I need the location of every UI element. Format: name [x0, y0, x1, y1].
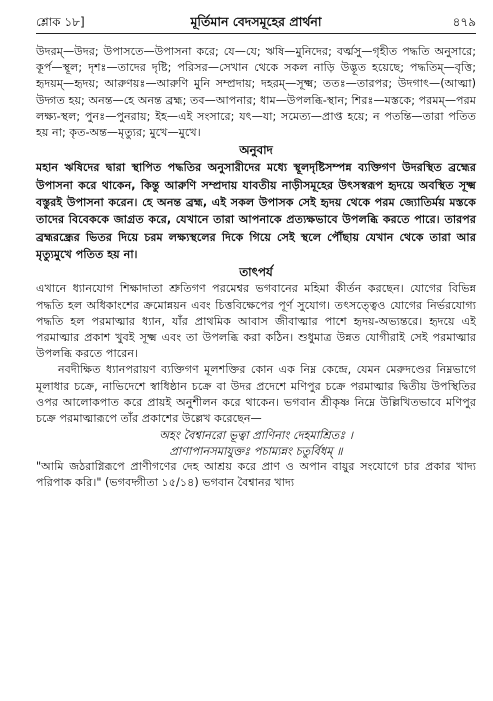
verse-reference: শ্লোক ১৮]: [36, 15, 85, 29]
purport-paragraph-1: এখানে ধ্যানযোগ শিক্ষাদাতা শ্রুতিগণ পরমেশ্বর ভগবানের মহিমা কীর্তন করছেন। যোগের বিভিন্ন পদ্ধতি হল অধিকাংশের ক্রমোন্নয়ন এবং চিত্তবিক্ষেপের পূর্ণ সুযোগ। তৎসত্ত্বেও যোগের নির্ভরযোগ্য পদ্ধতি হল পরমাত্মার ধ্যান, যাঁর প্রাথমিক আবাস জীবাত্মার পাশে হৃদয়-অভ্যন্তরে। হৃদয়ে এই পরমাত্মার প্রকাশ খুবই সূক্ষ্ম এবং তা উপলব্ধি করা কঠিন। শুধুমাত্র উন্নত যোগীরাই সেই পরমাত্মার উপলব্ধি করতে পারেন।: [36, 282, 476, 361]
chapter-title: মূর্তিমান বেদসমূহের প্রার্থনা: [190, 14, 322, 29]
running-header: [36, 14, 476, 34]
verse-line-1: অহং বৈশ্বানরো ভূত্বা প্রাণিনাং দেহমাশ্রিতঃ ।: [159, 428, 353, 443]
verse-line-2: প্রাণাপানসমাযুক্তঃ পচাম্যন্নং চতুর্বিধম্ ॥: [169, 444, 343, 459]
purport-paragraph-2: নবদীক্ষিত ধ্যানপরায়ণ ব্যক্তিগণ মূলশক্তির কোন এক নিম্ন কেন্দ্রে, যেমন মেরুদণ্ডের নিম্নভাগে মূলাধার চক্রে, নাভিদেশে স্বাধিষ্ঠান চক্রে বা উদর প্রদেশে মণিপুর চক্রে পরমাত্মার দ্বিতীয় উপস্থিতির ওপর আলোকপাত করে প্রায়ই অনুশীলন করে থাকেন। ভগবান শ্রীকৃষ্ণ নিম্নে উল্লিখিতভাবে মণিপুর চক্রে পরমাত্মারূপে তাঁর প্রকাশের উল্লেখ করেছেন—: [36, 363, 476, 426]
page-number: ৪৭৯: [452, 15, 476, 29]
translation-paragraph: মহান ঋষিদের দ্বারা স্থাপিত পদ্ধতির অনুসারীদের মধ্যে স্থূলদৃষ্টিসম্পন্ন ব্যক্তিগণ উদরস্থিত ব্রহ্মের উপাসনা করে থাকেন, কিন্তু আরুণি সম্প্রদায় যাবতীয় নাড়ীসমূহের উৎসস্বরূপ হৃদয়ে অবস্থিত সূক্ষ্ম বস্তুরই উপাসনা করেন। হে অনন্ত ব্রহ্ম, এই সকল উপাসক সেই হৃদয় থেকে পরম জ্যোতির্ময় মস্তকে তাদের বিবেককে জাগ্রত করে, যেখানে তারা আপনাকে প্রত্যক্ষভাবে উপলব্ধি করতে পারে। তারপর ব্রহ্মরন্ধ্রের ভিতর দিয়ে চরম লক্ষ্যস্থলের দিকে গিয়ে সেই স্থলে পৌঁছায় যেখান থেকে তারা আর মৃত্যুমুখে পতিত হয় না।: [36, 161, 476, 261]
page-body: [36, 44, 476, 492]
purport-heading: তাৎপর্য: [239, 265, 273, 280]
header-rule: [36, 33, 476, 34]
translation-heading: অনুবাদ: [239, 143, 273, 158]
synonyms-paragraph: উদরম্—উদর; উপাসতে—উপাসনা করে; যে—যে; ঋষি—মুনিদের; বর্ত্মসু—গৃহীত পদ্ধতি অনুসারে; কূর্প—স্থূল; দৃশঃ—তাদের দৃষ্টি; পরিসর—সেখান থেকে সকল নাড়ি উদ্ভূত হয়েছে; পদ্ধতিম্—বৃত্তি; হৃদয়ম্—হৃদয়; আরুণয়ঃ—আরুণি মুনি সম্প্রদায়; দহরম্—সূক্ষ্ম; ততঃ—তারপর; উদগাৎ—(আত্মা) উদ্গত হয়; অনন্ত—হে অনন্ত ব্রহ্ম; তব—আপনার; ধাম—উপলব্ধি-স্থান; শিরঃ—মস্তকে; পরমম্—পরম লক্ষ্য-স্থল; পুনঃ—পুনরায়; ইহ—এই সংসারে; যৎ—যা; সমেত্য—প্রাপ্ত হয়ে; ন পতন্তি—তারা পতিত হয় না; কৃত-অন্ত—মৃত্যুর; মুখে—মুখে।: [36, 45, 476, 140]
verse-translation-quote: "আমি জঠরাগ্নিরূপে প্রাণীগণের দেহ আশ্রয় করে প্রাণ ও অপান বায়ুর সংযোগে চার প্রকার খাদ্য পরিপাক করি।" (ভগবদ্গীতা ১৫/১৪) ভগবান বৈশ্বানর খাদ্য: [36, 460, 476, 490]
